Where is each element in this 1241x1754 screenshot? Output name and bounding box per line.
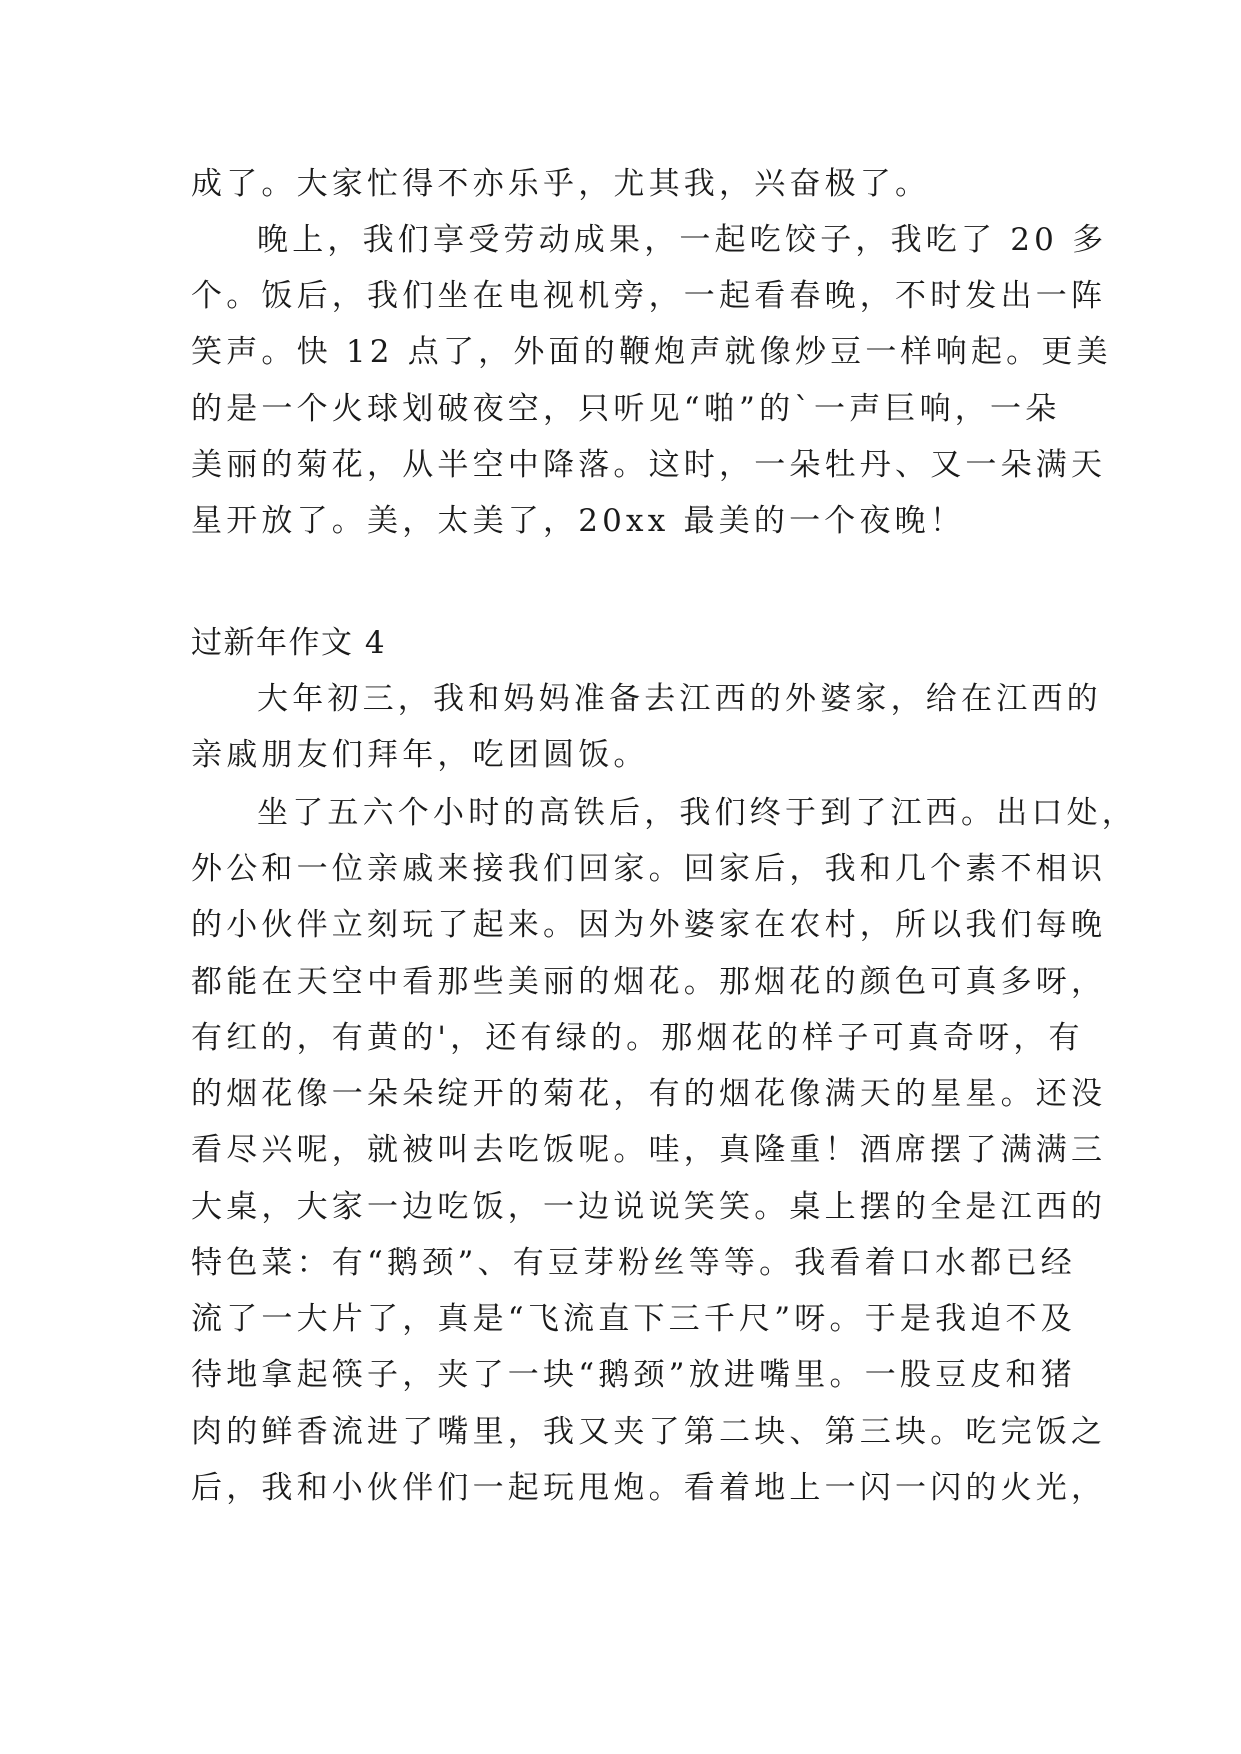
text-line: 美丽的菊花，从半空中降落。这时，一朵牡丹、又一朵满天: [191, 447, 1107, 483]
text-line: 大年初三，我和妈妈准备去江西的外婆家，给在江西的: [257, 681, 1102, 717]
text-line: 外公和一位亲戚来接我们回家。回家后，我和几个素不相识: [191, 851, 1107, 887]
text-line: 的小伙伴立刻玩了起来。因为外婆家在农村，所以我们每晚: [191, 907, 1107, 943]
text-line: 的是一个火球划破夜空，只听见“啪”的`一声巨响，一朵: [191, 391, 1061, 427]
text-line: 待地拿起筷子，夹了一块“鹅颈”放进嘴里。一股豆皮和猪: [191, 1357, 1076, 1393]
text-line: 有红的，有黄的'，还有绿的。那烟花的样子可真奇呀，有: [191, 1020, 1084, 1056]
text-line: 都能在天空中看那些美丽的烟花。那烟花的颜色可真多呀，: [191, 964, 1107, 1000]
text-line: 的烟花像一朵朵绽开的菊花，有的烟花像满天的星星。还没: [191, 1076, 1107, 1112]
text-line: 流了一大片了，真是“飞流直下三千尺”呀。于是我迫不及: [191, 1301, 1076, 1337]
text-line: 晚上，我们享受劳动成果，一起吃饺子，我吃了 20 多: [257, 222, 1108, 258]
text-line: 看尽兴呢，就被叫去吃饭呢。哇，真隆重！酒席摆了满满三: [191, 1132, 1107, 1168]
text-line: 坐了五六个小时的高铁后，我们终于到了江西。出口处，: [257, 795, 1137, 831]
text-line: 亲戚朋友们拜年，吃团圆饭。: [191, 737, 649, 773]
text-line: 个。饭后，我们坐在电视机旁，一起看春晚，不时发出一阵: [191, 278, 1107, 314]
text-line: 特色菜：有“鹅颈”、有豆芽粉丝等等。我看着口水都已经: [191, 1245, 1076, 1281]
text-line: 星开放了。美，太美了，20xx 最美的一个夜晚！: [191, 503, 966, 539]
text-line: 成了。大家忙得不亦乐乎，尤其我，兴奋极了。: [191, 166, 931, 202]
text-line: 肉的鲜香流进了嘴里，我又夹了第二块、第三块。吃完饭之: [191, 1414, 1107, 1450]
text-line: 大桌，大家一边吃饭，一边说说笑笑。桌上摆的全是江西的: [191, 1189, 1107, 1225]
section-heading: 过新年作文 4: [191, 625, 387, 661]
text-line: 后，我和小伙伴们一起玩甩炮。看着地上一闪一闪的火光，: [191, 1470, 1107, 1506]
text-line: 笑声。快 12 点了，外面的鞭炮声就像炒豆一样响起。更美: [191, 334, 1112, 370]
